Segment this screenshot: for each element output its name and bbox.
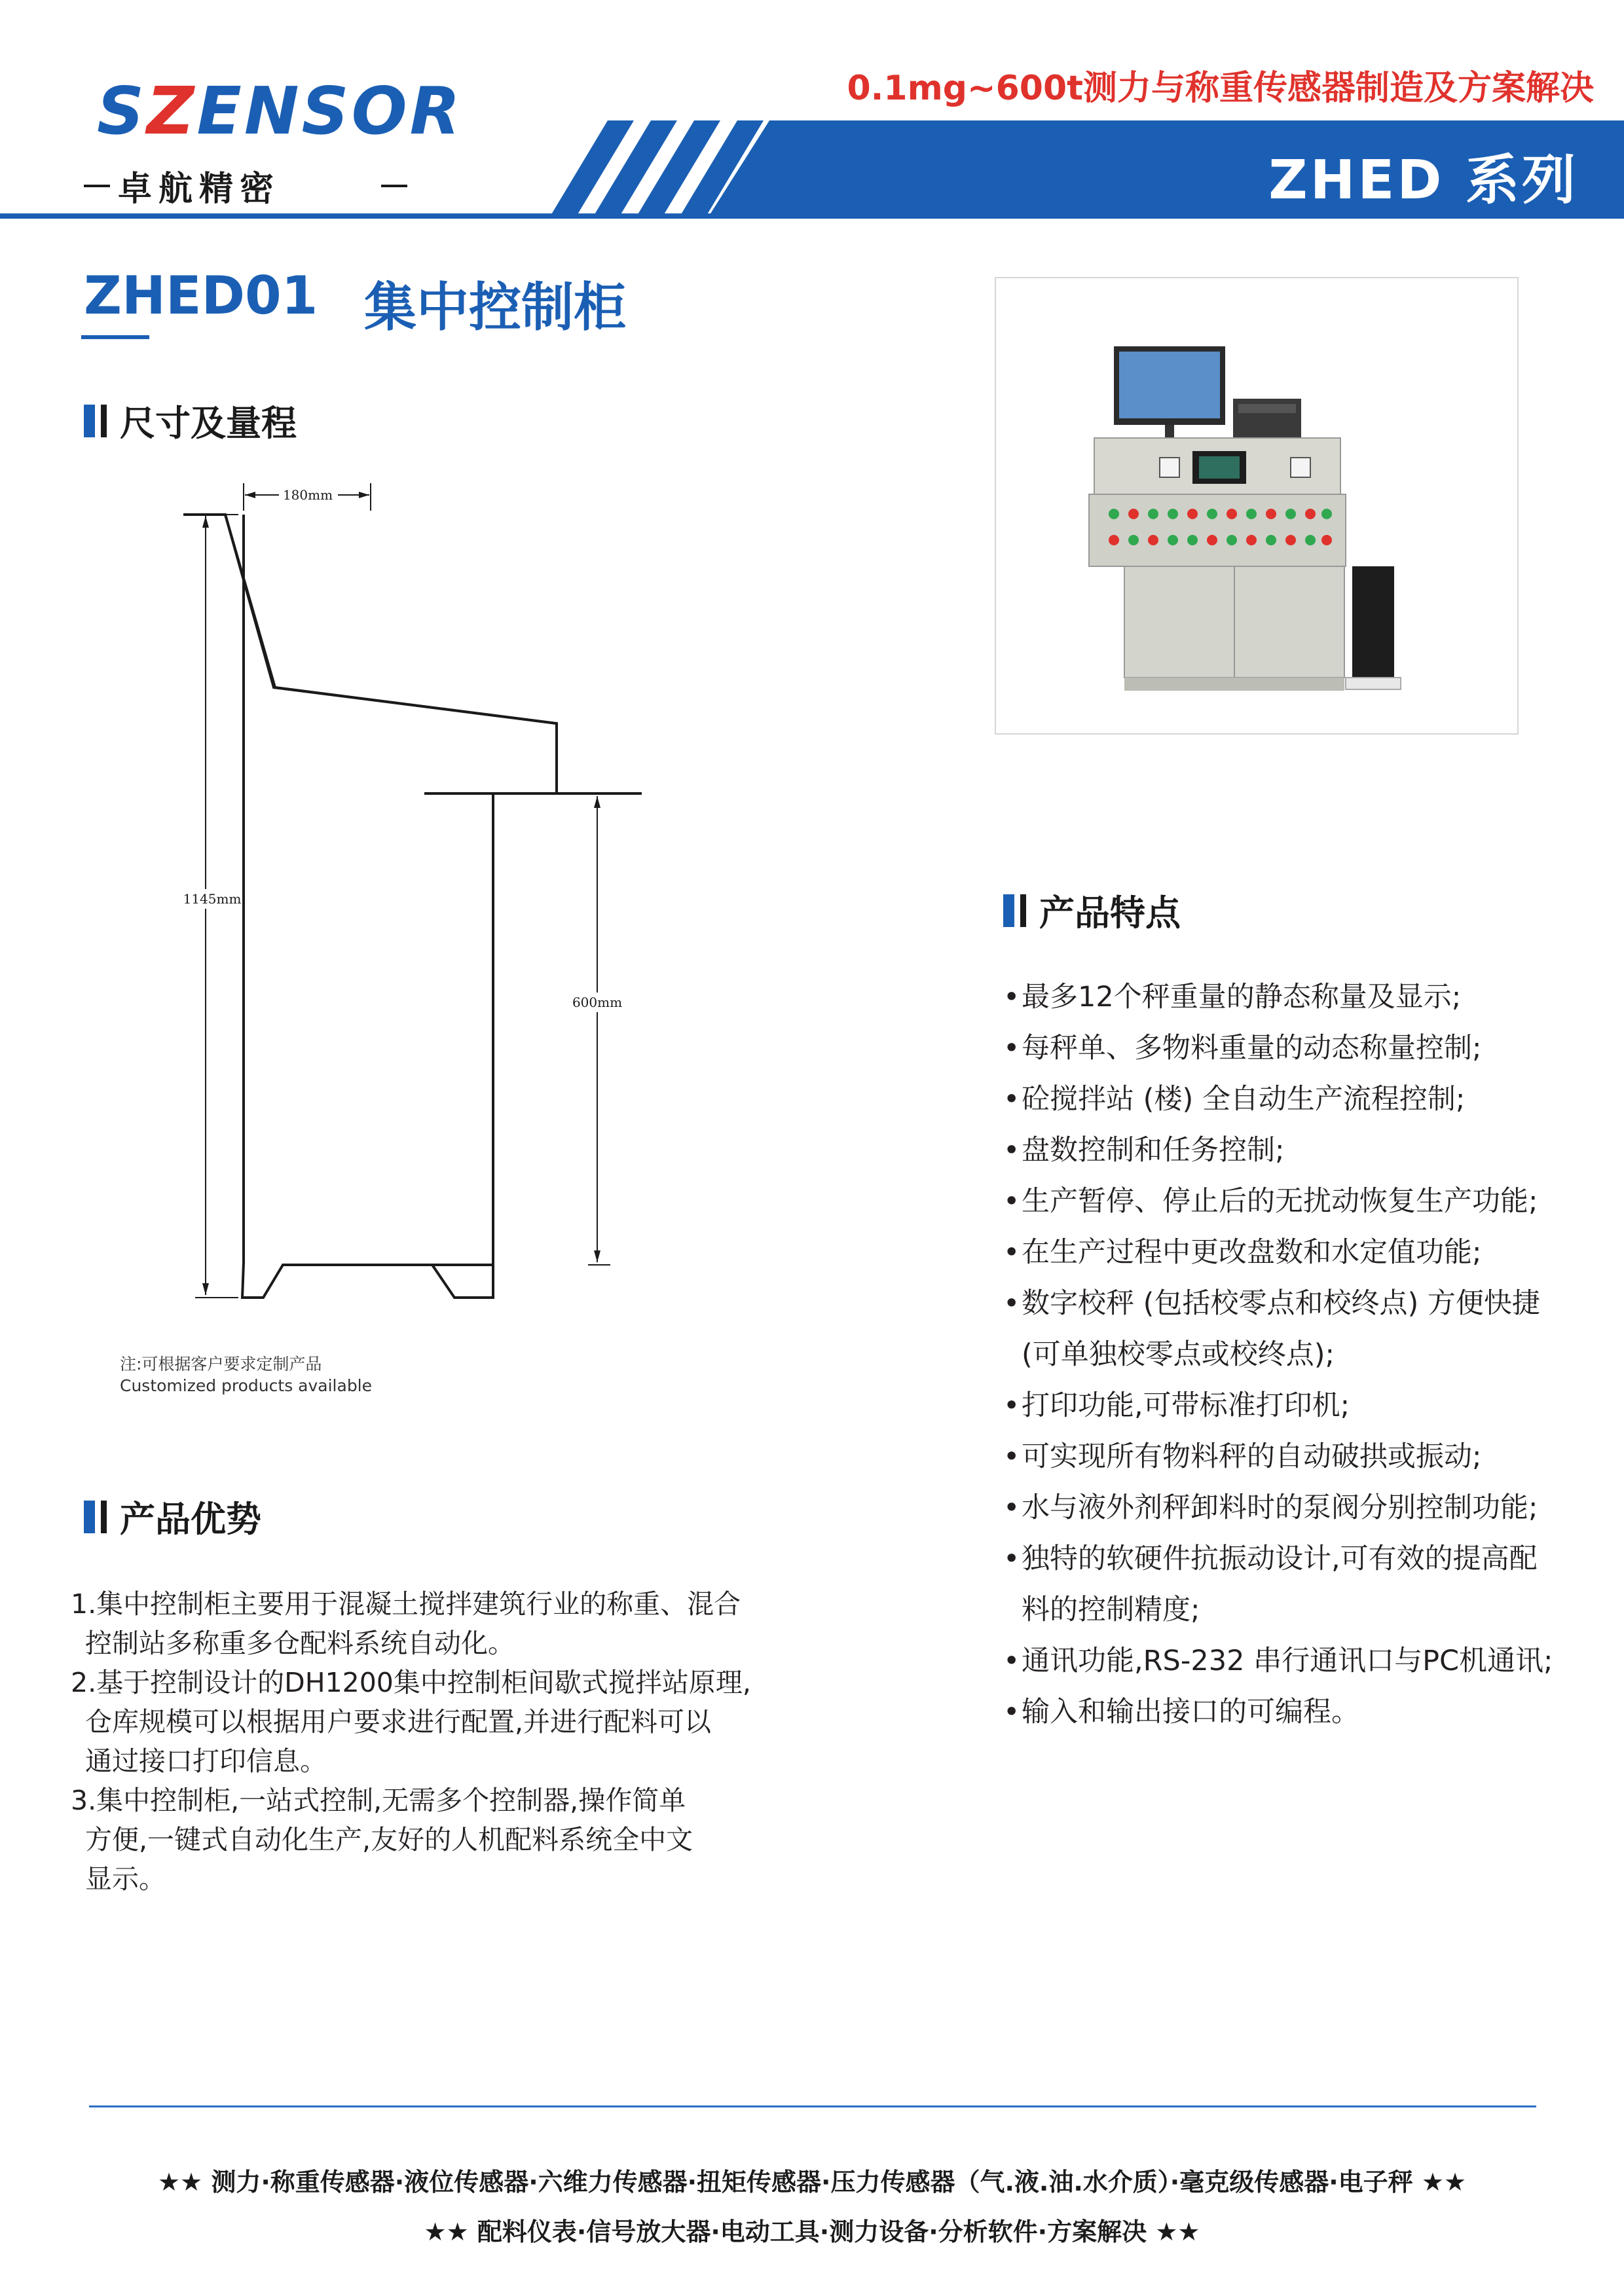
footer-divider [89,2105,1536,2107]
logo-letter-z: Z [147,73,197,149]
feature-text: 通讯功能,RS-232 串行通讯口与PC机通讯; [1022,1645,1553,1677]
feature-text: 料的控制精度; [1022,1594,1200,1626]
note-cn: 注:可根据客户要求定制产品 [120,1355,322,1374]
footer-product-line-2: ★★ 配料仪表·信号放大器·电动工具·测力设备·分析软件·方案解决 ★★ [424,2217,1200,2246]
heading-text: 尺寸及量程 [120,403,297,444]
list-item: •砼搅拌站 (楼) 全自动生产流程控制; [1003,1083,1466,1116]
cabinet-profile [183,515,557,793]
control-cabinet-illustration [996,278,1517,733]
advantage-line: 方便,一键式自动化生产,友好的人机配料系统全中文 [85,1824,693,1855]
footer-product-line-1: ★★ 测力·称重传感器·液位传感器·六维力传感器·扭矩传感器·压力传感器（气.液.油.水介质）·毫克级传感器·电子秤 ★★ [157,2168,1467,2196]
feature-text: (可单独校零点或校终点); [1022,1338,1335,1371]
feature-text: 砼搅拌站 (楼) 全自动生产流程控制; [1022,1083,1466,1116]
dimension-drawing [183,471,642,1322]
product-name: 集中控制柜 [364,277,626,338]
advantage-line: 仓库规模可以根据用户要求进行配置,并进行配料可以 [85,1706,712,1738]
feature-text: 生产暂停、停止后的无扰动恢复生产功能; [1022,1185,1538,1218]
advantage-line: 控制站多称重多仓配料系统自动化。 [85,1628,515,1659]
header-tagline: 0.1mg~600t测力与称重传感器制造及方案解决 [847,69,1594,108]
list-item: •盘数控制和任务控制; [1003,1134,1285,1167]
list-item [1003,1584,1553,1635]
advantage-line: 显示。 [85,1863,166,1895]
feature-text: 输入和输出接口的可编程。 [1022,1696,1359,1728]
dim-label-height: 1145mm [183,891,242,907]
heading-marker [84,1501,95,1533]
logo-letter: S [97,73,147,149]
model-number: ZHED01 [84,265,318,326]
section-heading-advantages [84,1491,261,1542]
feature-text: 独特的软硬件抗振动设计,可有效的提高配 [1022,1542,1538,1575]
heading-marker [101,1501,107,1533]
section-heading-features [1003,885,1181,936]
cabinet-top-profile [183,515,557,793]
list-item: •每秤单、多物料重量的动态称量控制; [1003,1032,1482,1065]
feature-text: 盘数控制和任务控制; [1022,1134,1285,1167]
logo-subtitle: 卓航精密 [118,170,281,209]
advantage-line: 1.集中控制柜主要用于混凝土搅拌建筑行业的称重、混合 [71,1588,741,1620]
section-heading-dimensions [84,395,297,446]
advantage-line: 2.基于控制设计的DH1200集中控制柜间歇式搅拌站原理, [71,1667,751,1698]
advantage-line: 3.集中控制柜,一站式控制,无需多个控制器,操作简单 [71,1785,686,1816]
list-item: •可实现所有物料秤的自动破拱或振动; [1003,1440,1482,1473]
list-item: •输入和输出接口的可编程。 [1003,1696,1359,1728]
control-panel-buttons [1089,494,1346,566]
feature-text: 可实现所有物料秤的自动破拱或振动; [1022,1440,1482,1473]
list-item: •独特的软硬件抗振动设计,可有效的提高配 [1003,1542,1538,1575]
list-item: •水与液外剂秤卸料时的泵阀分别控制功能; [1003,1491,1538,1524]
feature-text: 数字校秤 (包括校零点和校终点) 方便快捷 [1022,1287,1540,1320]
title-underline [81,335,149,339]
list-item: •在生产过程中更改盘数和水定值功能; [1003,1236,1482,1269]
dim-label-lower: 600mm [572,994,623,1010]
series-label: ZHED 系列 [1268,149,1578,211]
heading-marker [1003,894,1014,927]
product-photo [995,277,1519,735]
list-item: •最多12个秤重量的静态称量及显示; [1003,981,1462,1013]
feature-text: 打印功能,可带标准打印机; [1022,1389,1350,1422]
feature-text: 最多12个秤重量的静态称量及显示; [1022,981,1462,1013]
cabinet-outline [242,515,642,1298]
heading-marker [1020,894,1026,927]
dim-label-width: 180mm [282,487,333,503]
feature-text: 水与液外剂秤卸料时的泵阀分别控制功能; [1022,1491,1538,1524]
heading-marker [84,405,95,437]
list-item: •通讯功能,RS-232 串行通讯口与PC机通讯; [1003,1645,1553,1677]
advantage-line: 通过接口打印信息。 [85,1745,327,1777]
list-item: •生产暂停、停止后的无扰动恢复生产功能; [1003,1185,1538,1218]
heading-marker [101,405,107,437]
industrial-pc [1352,566,1394,678]
feature-list [1003,972,1553,1738]
feature-text: 在生产过程中更改盘数和水定值功能; [1022,1236,1482,1269]
feature-text: 每秤单、多物料重量的动态称量控制; [1022,1032,1482,1065]
logo-letters: ENSOR [196,73,463,149]
note-en: Customized products available [120,1376,373,1395]
heading-text: 产品优势 [120,1499,261,1540]
advantage-list [71,1584,751,1899]
list-item: •数字校秤 (包括校零点和校终点) 方便快捷 [1003,1287,1540,1320]
heading-text: 产品特点 [1039,892,1181,934]
list-item [1003,1329,1553,1380]
list-item: •打印功能,可带标准打印机; [1003,1389,1350,1422]
